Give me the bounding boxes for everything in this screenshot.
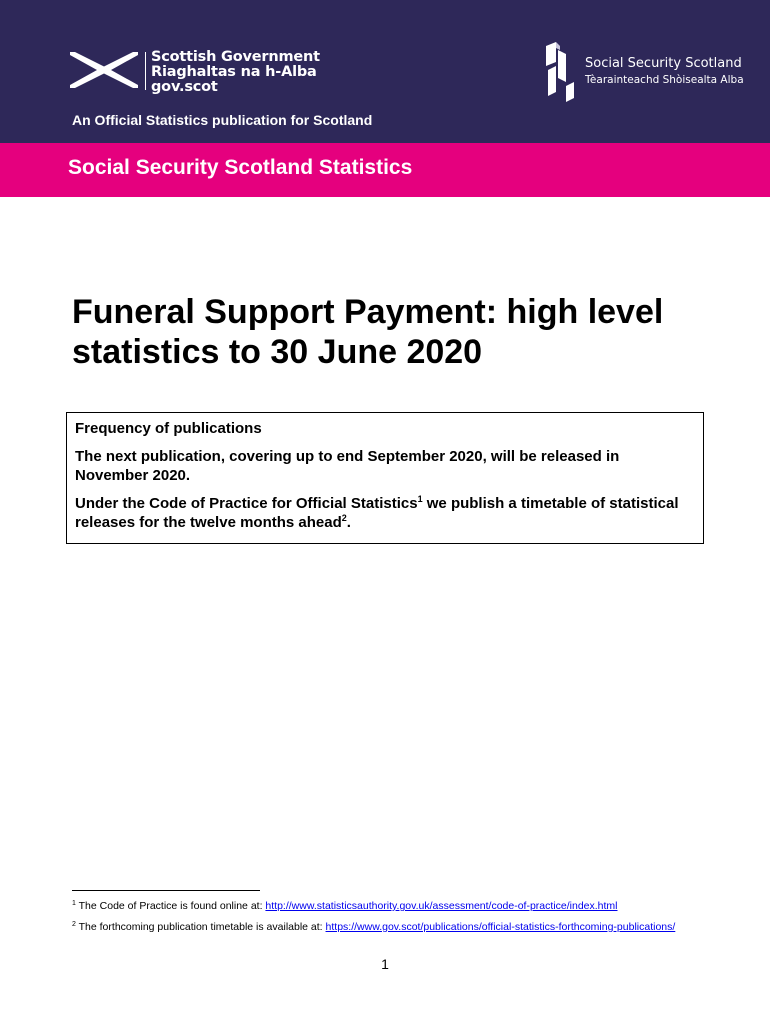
footnote-ref-2[interactable]: 2 xyxy=(341,513,347,523)
footnote-separator xyxy=(72,890,260,891)
code-of-practice-text-end: . xyxy=(346,514,351,531)
scottish-government-logo-text xyxy=(151,50,320,95)
page-number: 1 xyxy=(381,956,389,972)
official-statistics-line: An Official Statistics publication for Scotland xyxy=(72,112,373,128)
header-band xyxy=(0,0,770,143)
sg-logo-line-3: gov.scot xyxy=(151,79,218,95)
social-security-scotland-logo-text xyxy=(585,56,744,87)
footnote-ref-1[interactable]: 1 xyxy=(417,494,423,504)
footnote-2 xyxy=(72,920,692,934)
saltire-flag-icon xyxy=(70,52,138,88)
footnote-1-marker: 1 xyxy=(72,900,76,907)
code-of-practice-paragraph xyxy=(75,494,693,532)
social-security-scotland-logo-icon xyxy=(544,42,576,102)
logo-divider xyxy=(145,52,146,90)
document-title: Funeral Support Payment: high level statistics to 30 June 2020 xyxy=(72,293,664,371)
next-publication-paragraph: The next publication, covering up to end September 2020, will be released in November 2020. xyxy=(75,448,620,484)
footnote-1 xyxy=(72,899,692,913)
frequency-heading: Frequency of publications xyxy=(75,420,262,437)
footnote-2-marker: 2 xyxy=(72,921,76,928)
code-of-practice-link[interactable]: http://www.statisticsauthority.gov.uk/assessment/code-of-practice/index.html xyxy=(265,900,618,912)
frequency-of-publications-box xyxy=(66,412,704,544)
sss-logo-gaelic: Tèarainteachd Shòisealta Alba xyxy=(585,74,744,86)
code-of-practice-text-1: Under the Code of Practice for Official Statistics xyxy=(75,495,418,512)
publication-timetable-link[interactable]: https://www.gov.scot/publications/official-statistics-forthcoming-publications/ xyxy=(325,921,676,933)
sss-logo-name: Social Security Scotland xyxy=(585,56,742,71)
sg-logo-line-2: Riaghaltas na h-Alba xyxy=(151,64,317,80)
footnote-2-text: The forthcoming publication timetable is available at: xyxy=(75,921,326,933)
banner-title: Social Security Scotland Statistics xyxy=(68,156,413,179)
sg-logo-line-1: Scottish Government xyxy=(151,49,320,65)
footnote-1-text: The Code of Practice is found online at: xyxy=(75,900,266,912)
code-of-practice-text-2: we publish a timetable of statistical releases for the twelve months ahead xyxy=(75,495,679,531)
